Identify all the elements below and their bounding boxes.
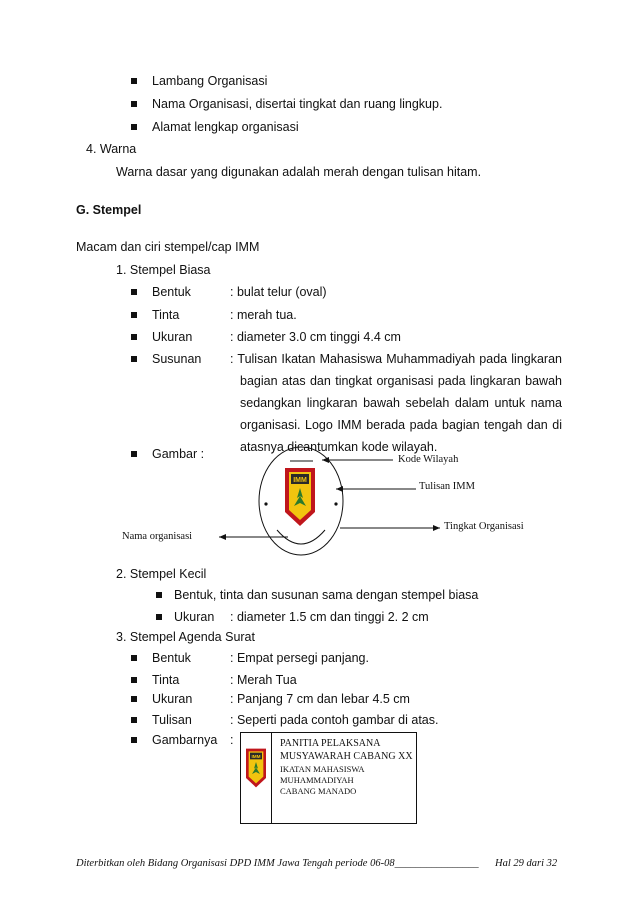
footer-left: Diterbitkan oleh Bidang Organisasi DPD IMM Jawa Tengah periode 06-08________________ (76, 858, 479, 869)
row-label: Bentuk (152, 285, 191, 299)
bullet-mark (131, 289, 137, 295)
stamp-dot-right (334, 502, 337, 505)
footer-page-number: Hal 29 dari 32 (495, 858, 558, 869)
agenda-stamp-line: PANITIA PELAKSANA (280, 738, 381, 749)
row-label: Gambarnya (152, 733, 218, 747)
agenda-stamp-line: CABANG MANADO (280, 786, 357, 796)
bullet-mark (131, 356, 137, 362)
agenda-stamp-line: MUHAMMADIYAH (280, 775, 354, 785)
warna-heading: 4. Warna (86, 142, 137, 156)
label-kode-wilayah: Kode Wilayah (398, 454, 459, 465)
row-label: Ukuran (152, 330, 193, 344)
bullet-mark (131, 737, 137, 743)
agenda-stamp-line: MUSYAWARAH CABANG XX (280, 751, 413, 762)
bullet-mark (131, 334, 137, 340)
bullet-mark (156, 592, 162, 598)
bullet-mark (131, 78, 137, 84)
section-heading: G. Stempel (76, 203, 142, 217)
section-intro: Macam dan ciri stempel/cap IMM (76, 240, 260, 254)
bullet-mark (131, 101, 137, 107)
bullet-mark (156, 614, 162, 620)
row-label: Tinta (152, 308, 180, 322)
label-tulisan-imm: Tulisan IMM (419, 481, 475, 492)
agenda-stamp-line: IKATAN MAHASISWA (280, 764, 365, 774)
arrowhead (336, 486, 343, 492)
row-value: : diameter 3.0 cm tinggi 4.4 cm (230, 330, 401, 344)
stempel-biasa-heading: 1. Stempel Biasa (116, 263, 211, 277)
row-value: : diameter 1.5 cm dan tinggi 2. 2 cm (230, 610, 429, 624)
stamp-dot-left (264, 502, 267, 505)
imm-logo (246, 747, 266, 789)
arrowhead (219, 534, 226, 540)
agenda-stamp-logo-column (241, 733, 272, 823)
row-label: Tulisan (152, 713, 192, 727)
svg-text:IMM: IMM (251, 754, 261, 759)
row-label: Ukuran (152, 692, 193, 706)
imm-logo (285, 468, 315, 526)
list-item: Lambang Organisasi (152, 74, 268, 88)
bullet-mark (131, 696, 137, 702)
susunan-line: sedangkan lingkaran bawah sebelah dalam untuk nama (240, 396, 562, 410)
row-value: : Tulisan Ikatan Mahasiswa Muhammadiyah pada lingkaran (230, 352, 562, 366)
row-value: : Panjang 7 cm dan lebar 4.5 cm (230, 692, 410, 706)
label-nama-organisasi: Nama organisasi (122, 531, 193, 542)
bullet-mark (131, 717, 137, 723)
susunan-line: atasnya dicantumkan kode wilayah. (240, 440, 438, 454)
row-label: Bentuk, tinta dan susunan sama dengan stempel biasa (174, 588, 479, 602)
list-item: Nama Organisasi, disertai tingkat dan ruang lingkup. (152, 97, 443, 111)
row-label: Ukuran (174, 610, 215, 624)
row-label: Susunan (152, 352, 202, 366)
gambar-label: Gambar : (152, 447, 205, 461)
bullet-mark (131, 655, 137, 661)
row-value: : bulat telur (oval) (230, 285, 327, 299)
warna-text: Warna dasar yang digunakan adalah merah dengan tulisan hitam. (116, 165, 482, 179)
arrowhead (433, 525, 440, 531)
stempel-agenda-heading: 3. Stempel Agenda Surat (116, 630, 255, 644)
row-label: Bentuk (152, 651, 191, 665)
stamp-diagram (0, 446, 638, 566)
bullet-mark (131, 312, 137, 318)
susunan-line: bagian atas dan tingkat organisasi pada lingkaran bawah (240, 374, 562, 388)
arrowhead (322, 457, 329, 463)
susunan-line: organisasi. Logo IMM berada pada bagian tengah dan di (240, 418, 562, 432)
agenda-stamp-box (240, 732, 417, 824)
label-tingkat-organisasi: Tingkat Organisasi (444, 521, 524, 532)
svg-text:IMM: IMM (293, 477, 307, 484)
bullet-mark (131, 124, 137, 130)
row-value: : (230, 733, 234, 747)
row-value: : Empat persegi panjang. (230, 651, 369, 665)
row-label: Tinta (152, 673, 180, 687)
list-item: Alamat lengkap organisasi (152, 120, 299, 134)
row-value: : Merah Tua (230, 673, 297, 687)
stempel-kecil-heading: 2. Stempel Kecil (116, 567, 207, 581)
row-value: : Seperti pada contoh gambar di atas. (230, 713, 439, 727)
bullet-mark (131, 677, 137, 683)
row-value: : merah tua. (230, 308, 297, 322)
